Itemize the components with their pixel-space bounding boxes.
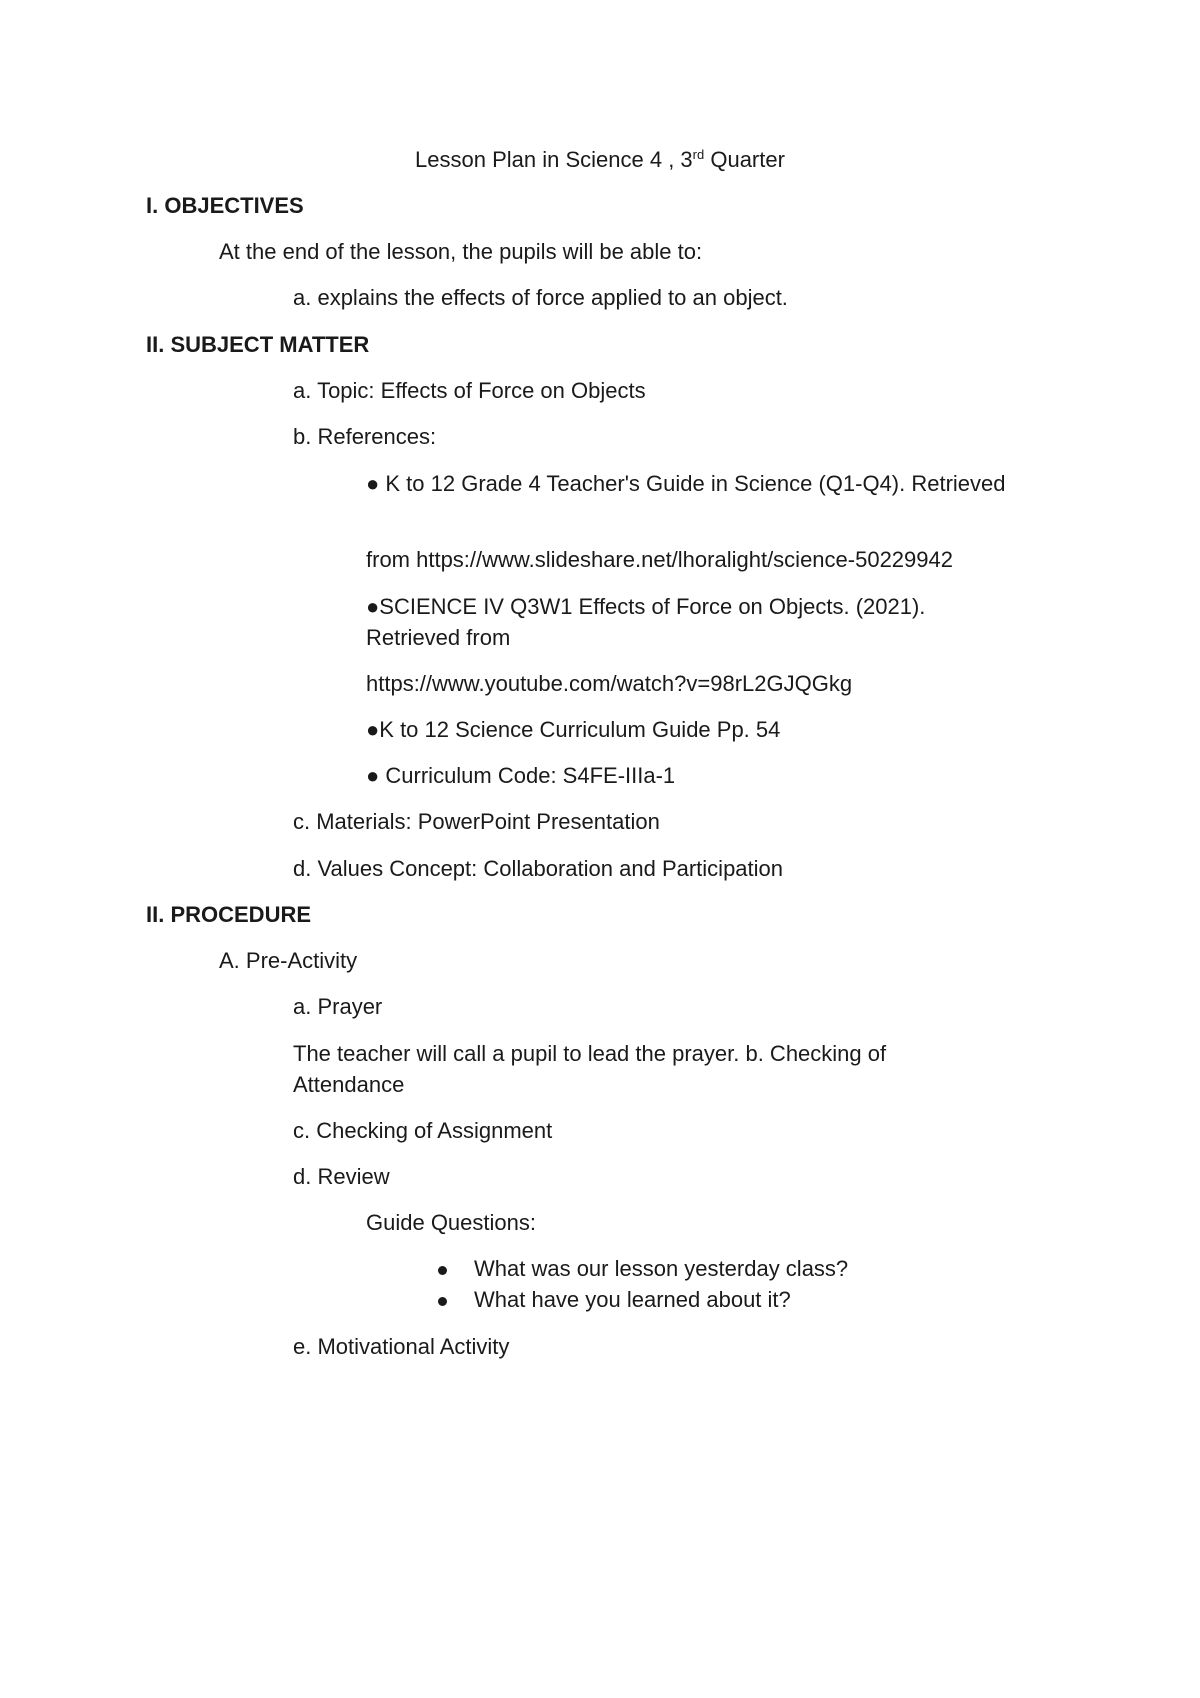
subject-matter-heading: II. SUBJECT MATTER: [146, 332, 370, 357]
reference-item: ● Curriculum Code: S4FE-IIIa-1: [366, 763, 676, 788]
page-title: [0, 145, 1200, 175]
reference-item: ● K to 12 Grade 4 Teacher's Guide in Science (Q1-Q4). Retrieved: [366, 471, 1006, 496]
procedure-heading: II. PROCEDURE: [146, 902, 312, 927]
page-title-text: Lesson Plan in Science 4 , 3: [415, 147, 693, 172]
bullet-dot-icon: [438, 1266, 447, 1275]
guide-question-item: What have you learned about it?: [474, 1287, 791, 1312]
reference-item: https://www.youtube.com/watch?v=98rL2GJQGkg: [366, 671, 853, 696]
references-label: b. References:: [293, 424, 437, 449]
prayer-text: The teacher will call a pupil to lead the prayer. b. Checking of Attendance: [293, 1041, 887, 1097]
reference-item: ●K to 12 Science Curriculum Guide Pp. 54: [366, 717, 781, 742]
guide-questions-label: Guide Questions:: [366, 1210, 536, 1235]
objectives-heading: I. OBJECTIVES: [146, 193, 304, 218]
page-title-superscript: rd: [692, 147, 705, 162]
motivational-activity-label: e. Motivational Activity: [293, 1334, 510, 1359]
checking-assignment-label: c. Checking of Assignment: [293, 1118, 553, 1143]
pre-activity-heading: A. Pre-Activity: [219, 948, 358, 973]
topic-line: a. Topic: Effects of Force on Objects: [293, 378, 646, 403]
page-title-suffix: Quarter: [704, 147, 785, 172]
materials-line: c. Materials: PowerPoint Presentation: [293, 809, 660, 834]
guide-question-item: What was our lesson yesterday class?: [474, 1256, 849, 1281]
values-concept-line: d. Values Concept: Collaboration and Participation: [293, 856, 784, 881]
reference-item: ●SCIENCE IV Q3W1 Effects of Force on Objects. (2021). Retrieved from: [366, 594, 926, 650]
objective-item-a: a. explains the effects of force applied to an object.: [293, 285, 788, 310]
objectives-intro: At the end of the lesson, the pupils will be able to:: [219, 239, 703, 264]
prayer-label: a. Prayer: [293, 994, 383, 1019]
reference-item: from https://www.slideshare.net/lhoralight/science-50229942: [366, 547, 953, 572]
bullet-dot-icon: [438, 1297, 447, 1306]
review-label: d. Review: [293, 1164, 390, 1189]
